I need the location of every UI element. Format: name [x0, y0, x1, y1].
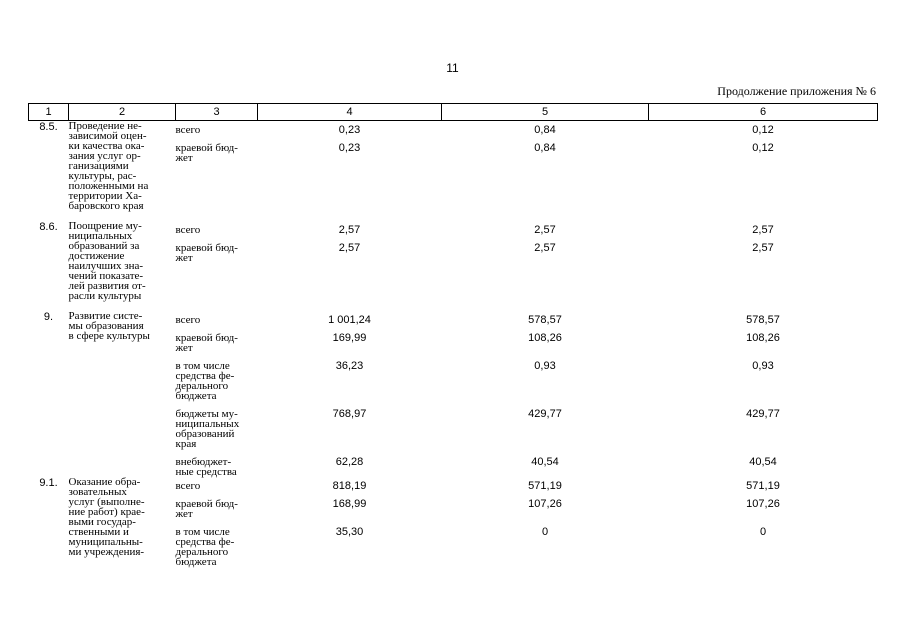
- row-spacer: [258, 263, 442, 311]
- col-header-6: 6: [649, 104, 878, 121]
- value: 578,57: [746, 314, 780, 326]
- table-row: [29, 311, 878, 477]
- continuation-label: Продолжение приложения № 6: [717, 84, 876, 98]
- value: 107,26: [746, 498, 780, 510]
- value: 0,84: [534, 124, 556, 136]
- value-cell-4: [258, 121, 442, 222]
- funding-source: краевой бюд- жет: [175, 242, 238, 264]
- value: 40,54: [749, 456, 777, 468]
- row-spacer: [176, 263, 258, 311]
- row-number: 9.1.: [39, 477, 58, 489]
- value-cell-6: [649, 477, 878, 567]
- table-row: [29, 121, 878, 222]
- table-row: [29, 221, 878, 311]
- col-header-5: 5: [442, 104, 649, 121]
- value: 0,84: [534, 142, 556, 154]
- funding-source: внебюджет- ные средства: [175, 456, 237, 478]
- row-name: Проведение не- зависимой оцен- ки качества ока- зания услуг ор- ганизациями культуры, рас- положенными на территории Ха- баровского края: [68, 120, 149, 212]
- value: 35,30: [335, 526, 364, 538]
- value: 40,54: [531, 456, 559, 468]
- funding-source: краевой бюд- жет: [175, 498, 238, 520]
- col-header-2: 2: [69, 104, 176, 121]
- table-row: [29, 477, 878, 567]
- row-spacer: [176, 163, 258, 221]
- value: 0: [541, 526, 549, 538]
- row-name: Поощрение му- ниципальных образований за достижение наилучших зна- чений показате- лей развития от- расли культуры: [68, 220, 146, 302]
- row-spacer: [442, 163, 649, 221]
- budget-table: [28, 103, 878, 567]
- value: 2,57: [338, 242, 361, 254]
- value-cell-5: [442, 311, 649, 477]
- value: 2,57: [534, 242, 556, 254]
- value: 0: [759, 526, 767, 538]
- value-cell-6: [649, 311, 878, 477]
- value: 429,77: [746, 408, 780, 420]
- value: 0,23: [338, 142, 361, 154]
- value: 108,26: [528, 332, 562, 344]
- funding-source: всего: [175, 224, 201, 236]
- page-number: 11: [446, 61, 459, 75]
- value: 571,19: [528, 480, 562, 492]
- funding-source: в том числе средства фе- дерального бюджета: [175, 360, 235, 402]
- value-cell-5: [442, 477, 649, 567]
- value: 0,12: [752, 124, 774, 136]
- row-spacer: [649, 163, 878, 221]
- value-cell-5: [442, 121, 649, 222]
- value: 429,77: [528, 408, 562, 420]
- value: 2,57: [752, 224, 774, 236]
- table-body: [29, 121, 878, 568]
- funding-source: бюджеты му- ниципальных образований края: [175, 408, 240, 450]
- row-number: 8.5.: [39, 121, 58, 133]
- value: 108,26: [746, 332, 780, 344]
- col-header-1: 1: [29, 104, 69, 121]
- value: 0,12: [752, 142, 774, 154]
- value-cell-4: [258, 311, 442, 477]
- funding-source: краевой бюд- жет: [175, 142, 238, 164]
- row-spacer: [649, 263, 878, 311]
- funding-source-cell: [176, 121, 258, 222]
- value: 2,57: [752, 242, 774, 254]
- funding-source: краевой бюд- жет: [175, 332, 238, 354]
- value-cell-4: [258, 221, 442, 311]
- value: 0,23: [338, 124, 361, 136]
- value: 1 001,24: [328, 314, 371, 326]
- value: 818,19: [332, 480, 367, 492]
- funding-source: в том числе средства фе- дерального бюджета: [175, 526, 235, 568]
- value: 62,28: [335, 456, 364, 468]
- value: 2,57: [534, 224, 556, 236]
- value: 168,99: [332, 498, 367, 510]
- value: 571,19: [746, 480, 780, 492]
- value: 36,23: [335, 360, 364, 372]
- row-number: 9.: [43, 311, 54, 323]
- funding-source-cell: [176, 477, 258, 567]
- value: 768,97: [332, 408, 367, 420]
- header-row: [29, 104, 878, 121]
- col-header-4: 4: [258, 104, 442, 121]
- value-cell-6: [649, 121, 878, 222]
- row-spacer: [442, 263, 649, 311]
- funding-source-cell: [176, 221, 258, 311]
- value: 0,93: [752, 360, 774, 372]
- row-number: 8.6.: [39, 221, 58, 233]
- row-name: Развитие систе- мы образования в сфере культуры: [68, 310, 150, 342]
- row-name: Оказание обра- зовательных услуг (выполне- ние работ) крае- выми государ- ственными и муниципальны- ми учреждения-: [68, 476, 145, 558]
- col-header-3: 3: [176, 104, 258, 121]
- value: 169,99: [332, 332, 367, 344]
- funding-source-cell: [176, 311, 258, 477]
- value-cell-6: [649, 221, 878, 311]
- funding-source: всего: [175, 480, 201, 492]
- value-cell-4: [258, 477, 442, 567]
- value-cell-5: [442, 221, 649, 311]
- funding-source: всего: [175, 314, 201, 326]
- value: 107,26: [528, 498, 562, 510]
- row-spacer: [258, 163, 442, 221]
- value: 0,93: [534, 360, 556, 372]
- value: 2,57: [338, 224, 361, 236]
- funding-source: всего: [175, 124, 201, 136]
- value: 578,57: [528, 314, 562, 326]
